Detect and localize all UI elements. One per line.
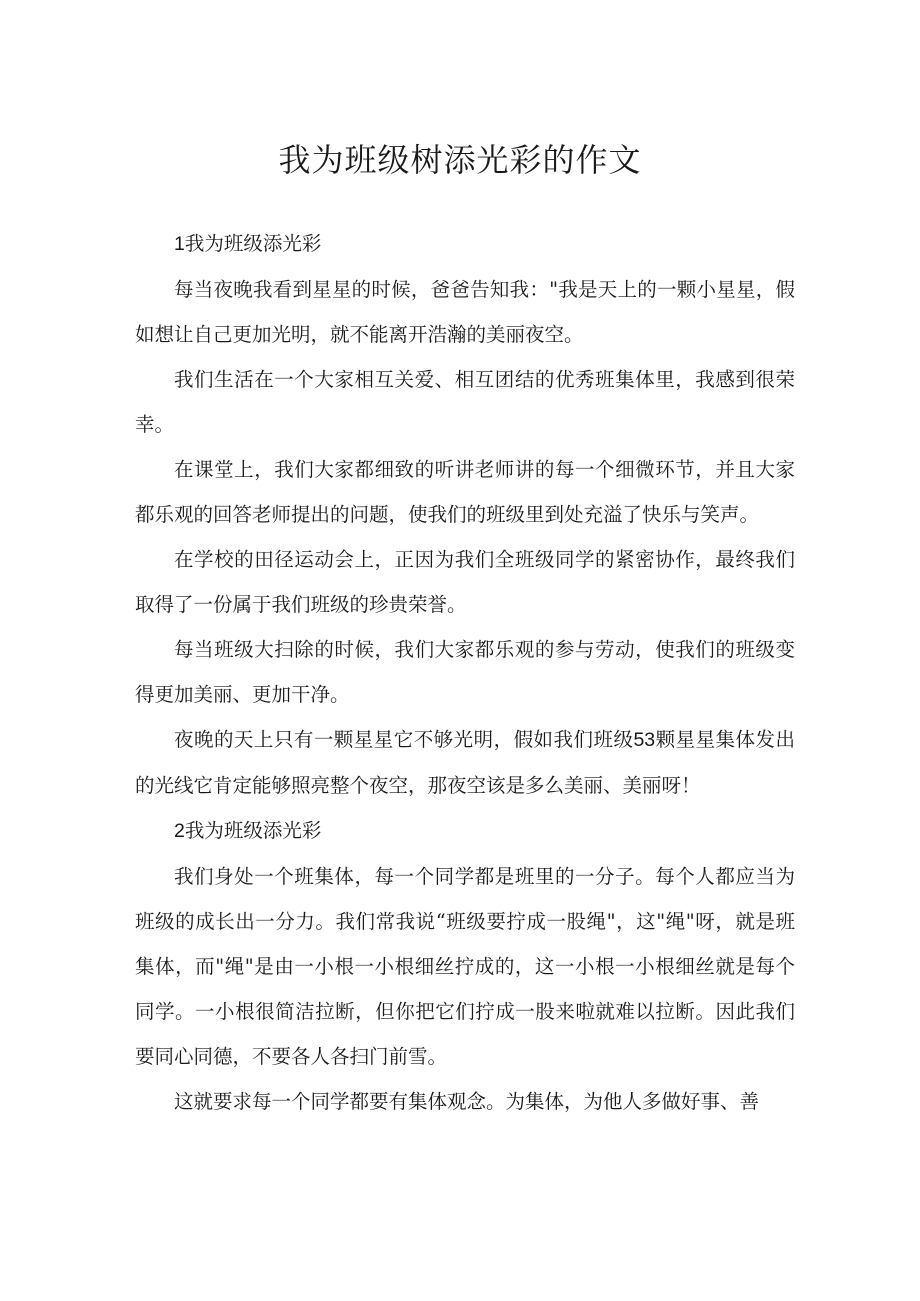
paragraph [135,717,795,808]
class-count-number: 53 [633,729,656,751]
section-number: 1 [174,233,185,255]
section-heading-text: 我为班级添光彩 [184,232,322,255]
section-heading-2 [135,808,795,854]
section-heading-1 [135,221,795,267]
document-body [135,221,795,1124]
paragraph: 我们身处一个班集体，每一个同学都是班里的一分子。每个人都应当为班级的成长出一分力。我们常我说“班级要拧成一股绳"，这"绳"呀，就是班集体，而"绳"是由一小根一小根细丝拧成的，这一小根一小根细丝就是每个同学。一小根很简洁拉断，但你把它们拧成一股来啦就难以拉断。因此我们要同心同德，不要各人各扫门前雪。 [135,865,795,1068]
paragraph: 我们生活在一个大家相互关爱、相互团结的优秀班集体里，我感到很荣幸。 [135,368,795,436]
paragraph: 在课堂上，我们大家都细致的听讲老师讲的每一个细微环节，并且大家都乐观的回答老师提出的问题，使我们的班级里到处充溢了快乐与笑声。 [135,458,795,526]
section-number: 2 [174,820,185,842]
paragraph: 每当夜晚我看到星星的时候，爸爸告知我："我是天上的一颗小星星，假如想让自己更加光明，就不能离开浩瀚的美丽夜空。 [135,278,795,346]
paragraph-text: 颗星星集体发出的光线它肯定能够照亮整个夜空，那夜空该是多么美丽、美丽呀！ [135,728,795,797]
paragraph: 每当班级大扫除的时候，我们大家都乐观的参与劳动，使我们的班级变得更加美丽、更加干净。 [135,638,795,706]
document-title: 我为班级树添光彩的作文 [278,141,642,179]
section-heading-text: 我为班级添光彩 [184,819,322,842]
paragraph: 在学校的田径运动会上，正因为我们全班级同学的紧密协作，最终我们取得了一份属于我们班级的珍贵荣誉。 [135,548,795,616]
paragraph: 这就要求每一个同学都要有集体观念。为集体，为他人多做好事、善 [174,1090,760,1113]
paragraph-text: 夜晚的天上只有一颗星星它不够光明，假如我们班级 [174,728,634,751]
